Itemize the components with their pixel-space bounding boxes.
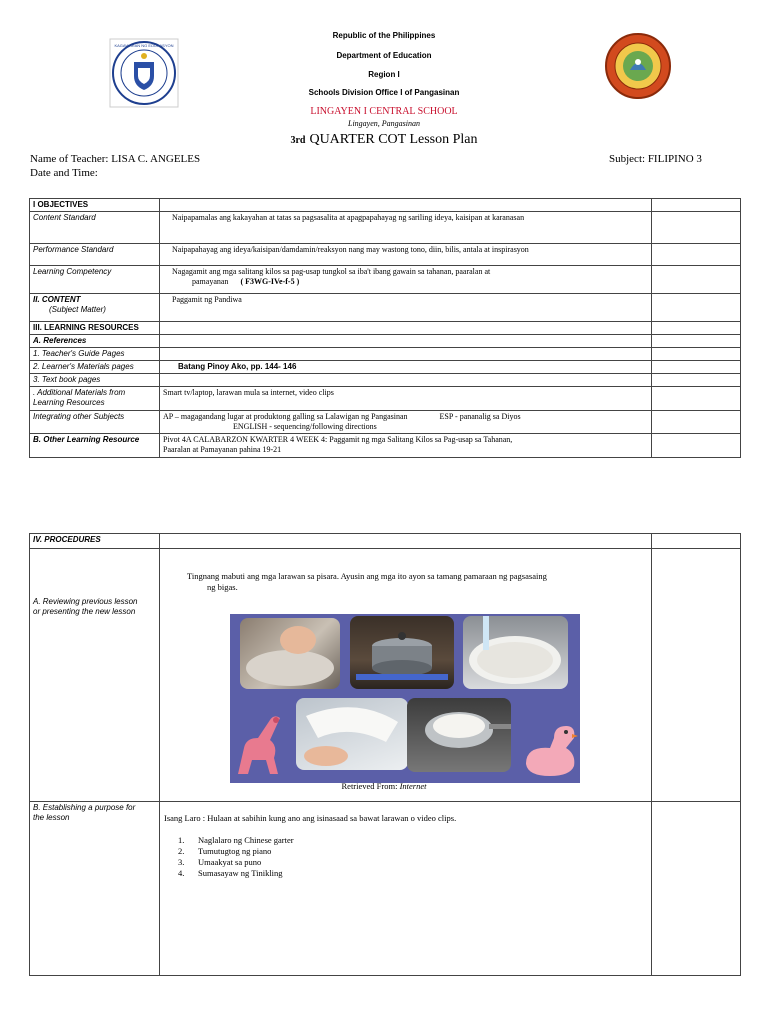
subject-line <box>609 153 702 165</box>
purpose-line-2: the lesson <box>33 813 70 822</box>
reviewing-instruction-line-2: ng bigas. <box>207 582 238 592</box>
list-item-text: Naglalaro ng Chinese garter <box>198 835 294 845</box>
content-standard-label: Content Standard <box>30 212 160 244</box>
integrating-english: ENGLISH - sequencing/following directions <box>233 422 377 431</box>
svg-text:KAGAWARAN NG EDUKASYON: KAGAWARAN NG EDUKASYON <box>114 43 174 48</box>
reviewing-line-1: A. Reviewing previous lesson <box>33 597 138 606</box>
additional-materials-line-1: . Additional Materials from <box>33 388 126 397</box>
school-name: LINGAYEN I CENTRAL SCHOOL <box>310 106 458 117</box>
purpose-line-1: B. Establishing a purpose for <box>33 803 136 812</box>
table-row <box>30 374 741 387</box>
competency-line-1: Nagagamit ang mga salitang kilos sa pag-usap tungkol sa iba't ibang gawain sa tahanan, paaralan at <box>172 267 491 276</box>
additional-materials-label <box>30 387 160 411</box>
purpose-list <box>178 835 478 879</box>
learning-competency-value <box>160 266 652 294</box>
table-row <box>30 322 741 335</box>
teachers-guide-label: 1. Teacher's Guide Pages <box>30 348 160 361</box>
objectives-table <box>29 198 741 458</box>
subject-value: FILIPINO 3 <box>647 153 702 165</box>
photo-rice-in-strainer <box>407 698 511 772</box>
image-credit <box>0 781 768 791</box>
learners-materials-value: Batang Pinoy Ako, pp. 144- 146 <box>160 361 652 374</box>
table-row <box>30 387 741 411</box>
table-row <box>30 361 741 374</box>
table-row <box>30 244 741 266</box>
rice-cooking-collage <box>230 614 580 783</box>
header-region: Region I <box>368 70 400 79</box>
content-standard-value: Naipapamalas ang kakayahan at tatas sa pagsasalita at apagpapahayag ng sariling ideya, kaisipan at karanasan <box>160 212 652 244</box>
list-item-text: Sumasayaw ng Tinikling <box>198 868 283 878</box>
learning-competency-label: Learning Competency <box>30 266 160 294</box>
content-value: Paggamit ng Pandiwa <box>160 294 652 322</box>
photo-pot-on-stove <box>350 616 454 689</box>
integrating-subjects-value <box>160 411 652 434</box>
purpose-instruction: Isang Laro : Hulaan at sabihin kung ano ang isinasaad sa bawat larawan o video clips. <box>164 813 457 823</box>
quarter-prefix: 3rd <box>290 135 306 146</box>
header-republic: Republic of the Philippines <box>332 31 436 40</box>
table-row <box>30 411 741 434</box>
photo-draining-rice <box>296 698 408 770</box>
photo-rice-in-water <box>463 616 568 689</box>
header-division: Schools Division Office I of Pangasinan <box>308 88 460 97</box>
teacher-name: LISA C. ANGELES <box>111 153 201 165</box>
table-row <box>30 802 741 976</box>
list-item: 2. Tumutugtog ng piano <box>178 846 272 856</box>
subject-label: Subject: <box>609 153 646 165</box>
additional-materials-value: Smart tv/laptop, larawan mula sa internet, video clips <box>160 387 652 411</box>
lesson-plan-title <box>0 130 768 148</box>
integrating-esp: ESP - pananalig sa Diyos <box>439 412 521 421</box>
school-location: Lingayen, Pangasinan <box>348 119 420 128</box>
table-row <box>30 348 741 361</box>
header-department: Department of Education <box>336 51 432 60</box>
content-label <box>30 294 160 322</box>
reviewing-instruction-line-1: Tingnang mabuti ang mga larawan sa pisara. Ayusin ang mga ito ayon sa tamang pamaraan ng pagsasaing <box>187 571 547 581</box>
other-resource-line-1: Pivot 4A CALABARZON KWARTER 4 WEEK 4: Paggamit ng mga Salitang Kilos sa Pag-usap sa Tahanan, <box>163 435 513 444</box>
reviewing-instruction <box>187 571 637 593</box>
other-resource-value <box>160 434 652 458</box>
integrating-line-1 <box>163 412 648 422</box>
purpose-content <box>160 802 652 976</box>
integrating-ap: AP – magagandang lugar at produktong galling sa Lalawigan ng Pangasinan <box>163 412 408 421</box>
table-row <box>30 294 741 322</box>
references-heading: A. References <box>30 335 160 348</box>
teacher-line <box>30 153 200 165</box>
list-item: 1. Naglalaro ng Chinese garter <box>178 835 294 845</box>
learners-materials-label: 2. Learner's Materials pages <box>30 361 160 374</box>
text-book-label: 3. Text book pages <box>30 374 160 387</box>
purpose-label <box>30 802 160 976</box>
procedures-heading: IV. PROCEDURES <box>30 534 160 549</box>
title-text: QUARTER COT Lesson Plan <box>309 132 478 147</box>
performance-standard-label: Performance Standard <box>30 244 160 266</box>
content-label-main: II. CONTENT <box>33 295 81 304</box>
retrieved-source: Internet <box>399 781 427 791</box>
list-item-text: Umaakyat sa puno <box>198 857 262 867</box>
reviewing-line-2: or presenting the new lesson <box>33 607 136 616</box>
retrieved-from-label: Retrieved From: <box>341 781 400 791</box>
list-item: 3. Umaakyat sa puno <box>178 857 262 867</box>
table-row <box>30 199 741 212</box>
table-row <box>30 335 741 348</box>
pink-duck-toy <box>522 720 578 780</box>
photo-washing-rice <box>240 618 340 689</box>
list-item: 4. Sumasayaw ng Tinikling <box>178 868 283 878</box>
integrating-subjects-label: Integrating other Subjects <box>30 411 160 434</box>
table-row <box>30 534 741 549</box>
learning-resources-heading: III. LEARNING RESOURCES <box>30 322 160 335</box>
competency-line-2-text: pamayanan <box>192 277 229 286</box>
other-resource-line-2: Paaralan at Pamayanan pahina 19-21 <box>163 445 282 454</box>
date-time-label: Date and Time: <box>30 167 98 179</box>
table-row <box>30 434 741 458</box>
list-item-text: Tumutugtog ng piano <box>198 846 272 856</box>
content-label-sub: (Subject Matter) <box>49 305 106 314</box>
performance-standard-value: Naipapahayag ang ideya/kaisipan/damdamin/reaksyon nang may wastong tono, diin, bilis, antala at inspirasyon <box>160 244 652 266</box>
reviewing-lesson-label <box>30 549 160 802</box>
objectives-heading: I OBJECTIVES <box>30 199 160 212</box>
pink-giraffe-toy <box>230 710 292 780</box>
table-row <box>30 266 741 294</box>
other-resource-label: B. Other Learning Resource <box>30 434 160 458</box>
table-row <box>30 212 741 244</box>
additional-materials-line-2: Learning Resources <box>33 398 105 407</box>
teacher-label: Name of Teacher: <box>30 153 109 165</box>
competency-code: ( F3WG-IVe-f-5 ) <box>240 277 300 286</box>
competency-line-2 <box>172 277 648 287</box>
